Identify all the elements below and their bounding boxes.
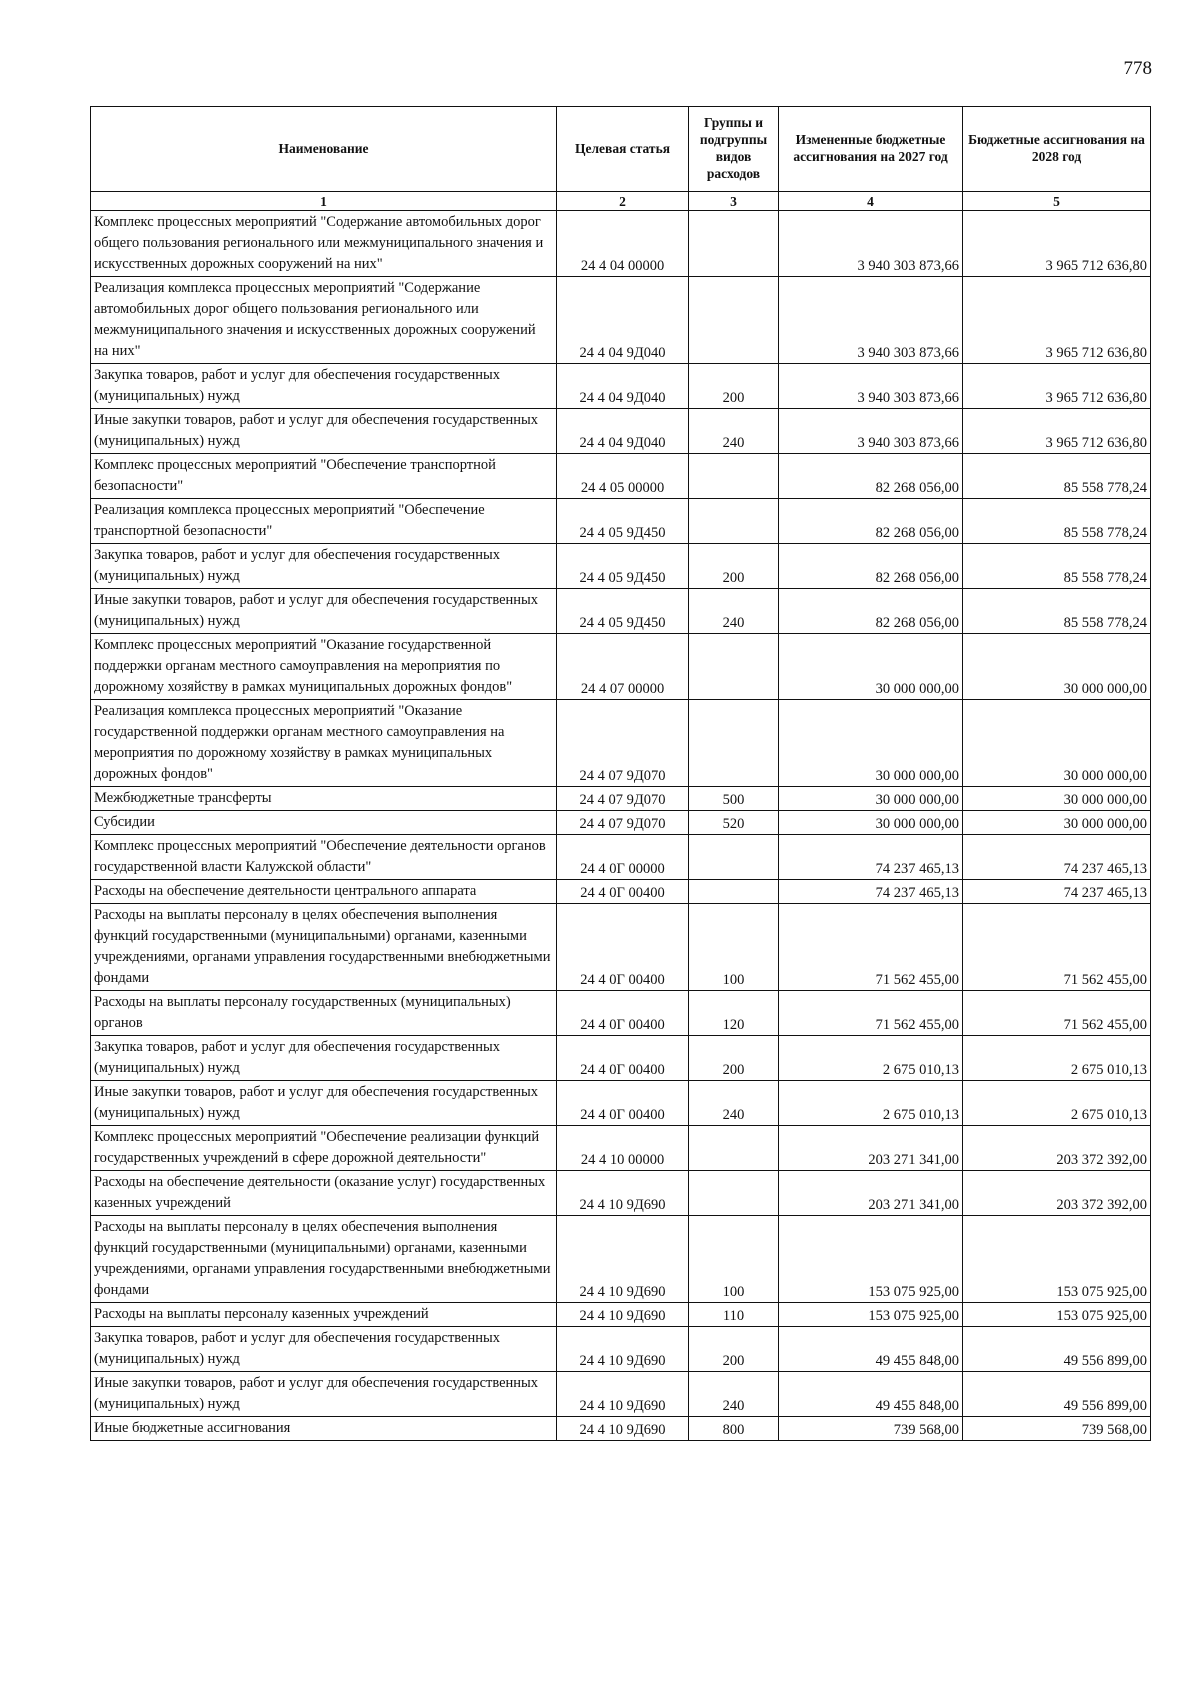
row-expense-group-cell: 500 bbox=[689, 787, 779, 811]
row-target-article-cell: 24 4 04 9Д040 bbox=[557, 277, 689, 364]
row-amount-2028-cell: 30 000 000,00 bbox=[963, 700, 1151, 787]
row-amount-2027-cell: 74 237 465,13 bbox=[779, 835, 963, 880]
row-expense-group-cell: 100 bbox=[689, 904, 779, 991]
table-row bbox=[91, 1303, 1151, 1327]
column-number: 4 bbox=[779, 192, 963, 211]
row-expense-group-cell: 200 bbox=[689, 544, 779, 589]
table-row bbox=[91, 904, 1151, 991]
row-amount-2027-cell: 203 271 341,00 bbox=[779, 1126, 963, 1171]
row-expense-group-cell: 100 bbox=[689, 1216, 779, 1303]
header-amount-2027: Измененные бюджетные ассигнования на 2027 год bbox=[779, 107, 963, 192]
row-expense-group-cell bbox=[689, 700, 779, 787]
table-body bbox=[91, 211, 1151, 1441]
row-expense-group-cell: 200 bbox=[689, 1327, 779, 1372]
row-amount-2028-cell: 85 558 778,24 bbox=[963, 499, 1151, 544]
header-row bbox=[91, 107, 1151, 192]
table-row bbox=[91, 589, 1151, 634]
column-number: 2 bbox=[557, 192, 689, 211]
row-expense-group-cell: 240 bbox=[689, 409, 779, 454]
row-target-article-cell: 24 4 10 9Д690 bbox=[557, 1303, 689, 1327]
row-amount-2028-cell: 3 965 712 636,80 bbox=[963, 277, 1151, 364]
row-amount-2028-cell: 85 558 778,24 bbox=[963, 454, 1151, 499]
row-target-article-cell: 24 4 10 00000 bbox=[557, 1126, 689, 1171]
table-row bbox=[91, 544, 1151, 589]
row-name-cell: Закупка товаров, работ и услуг для обеспечения государственных (муниципальных) нужд bbox=[91, 1327, 557, 1372]
row-target-article-cell: 24 4 0Г 00400 bbox=[557, 904, 689, 991]
table-row bbox=[91, 1171, 1151, 1216]
table-row bbox=[91, 700, 1151, 787]
row-expense-group-cell bbox=[689, 1126, 779, 1171]
row-target-article-cell: 24 4 10 9Д690 bbox=[557, 1216, 689, 1303]
row-target-article-cell: 24 4 0Г 00400 bbox=[557, 1036, 689, 1081]
row-amount-2027-cell: 153 075 925,00 bbox=[779, 1303, 963, 1327]
row-amount-2027-cell: 3 940 303 873,66 bbox=[779, 211, 963, 277]
table-row bbox=[91, 1126, 1151, 1171]
row-target-article-cell: 24 4 04 9Д040 bbox=[557, 409, 689, 454]
row-expense-group-cell bbox=[689, 277, 779, 364]
row-amount-2028-cell: 85 558 778,24 bbox=[963, 589, 1151, 634]
table-row bbox=[91, 211, 1151, 277]
row-target-article-cell: 24 4 04 00000 bbox=[557, 211, 689, 277]
row-amount-2028-cell: 153 075 925,00 bbox=[963, 1216, 1151, 1303]
row-name-cell: Расходы на обеспечение деятельности центрального аппарата bbox=[91, 880, 557, 904]
row-target-article-cell: 24 4 04 9Д040 bbox=[557, 364, 689, 409]
row-target-article-cell: 24 4 05 9Д450 bbox=[557, 589, 689, 634]
row-amount-2027-cell: 3 940 303 873,66 bbox=[779, 277, 963, 364]
row-amount-2027-cell: 49 455 848,00 bbox=[779, 1372, 963, 1417]
row-amount-2028-cell: 85 558 778,24 bbox=[963, 544, 1151, 589]
row-amount-2028-cell: 71 562 455,00 bbox=[963, 904, 1151, 991]
table-row bbox=[91, 1081, 1151, 1126]
row-target-article-cell: 24 4 10 9Д690 bbox=[557, 1417, 689, 1441]
row-target-article-cell: 24 4 07 9Д070 bbox=[557, 811, 689, 835]
row-amount-2028-cell: 30 000 000,00 bbox=[963, 787, 1151, 811]
row-name-cell: Закупка товаров, работ и услуг для обеспечения государственных (муниципальных) нужд bbox=[91, 364, 557, 409]
row-amount-2028-cell: 3 965 712 636,80 bbox=[963, 409, 1151, 454]
row-amount-2027-cell: 82 268 056,00 bbox=[779, 454, 963, 499]
row-target-article-cell: 24 4 07 9Д070 bbox=[557, 787, 689, 811]
row-name-cell: Реализация комплекса процессных мероприятий "Содержание автомобильных дорог общего пользования регионального или межмуниципального значения и искусственных дорожных сооружений на них" bbox=[91, 277, 557, 364]
row-name-cell: Иные бюджетные ассигнования bbox=[91, 1417, 557, 1441]
table-row bbox=[91, 1372, 1151, 1417]
table-row bbox=[91, 364, 1151, 409]
table-row bbox=[91, 277, 1151, 364]
row-name-cell: Закупка товаров, работ и услуг для обеспечения государственных (муниципальных) нужд bbox=[91, 544, 557, 589]
row-name-cell: Комплекс процессных мероприятий "Содержание автомобильных дорог общего пользования регионального или межмуниципального значения и искусственных дорожных сооружений на них" bbox=[91, 211, 557, 277]
row-amount-2028-cell: 49 556 899,00 bbox=[963, 1372, 1151, 1417]
table-row bbox=[91, 1417, 1151, 1441]
table-row bbox=[91, 454, 1151, 499]
row-target-article-cell: 24 4 10 9Д690 bbox=[557, 1372, 689, 1417]
row-target-article-cell: 24 4 0Г 00400 bbox=[557, 991, 689, 1036]
column-number: 1 bbox=[91, 192, 557, 211]
row-name-cell: Расходы на выплаты персоналу казенных учреждений bbox=[91, 1303, 557, 1327]
row-amount-2028-cell: 153 075 925,00 bbox=[963, 1303, 1151, 1327]
table-row bbox=[91, 409, 1151, 454]
row-target-article-cell: 24 4 0Г 00400 bbox=[557, 1081, 689, 1126]
row-amount-2028-cell: 2 675 010,13 bbox=[963, 1036, 1151, 1081]
row-amount-2028-cell: 203 372 392,00 bbox=[963, 1126, 1151, 1171]
row-name-cell: Расходы на выплаты персоналу в целях обеспечения выполнения функций государственными (муниципальными) органами, казенными учреждениями, органами управления государственными внебюджетными фондами bbox=[91, 904, 557, 991]
row-expense-group-cell: 240 bbox=[689, 1081, 779, 1126]
table-row bbox=[91, 499, 1151, 544]
row-name-cell: Расходы на обеспечение деятельности (оказание услуг) государственных казенных учреждений bbox=[91, 1171, 557, 1216]
row-name-cell: Комплекс процессных мероприятий "Оказание государственной поддержки органам местного самоуправления на мероприятия по дорожному хозяйству в рамках муниципальных дорожных фондов" bbox=[91, 634, 557, 700]
row-expense-group-cell bbox=[689, 835, 779, 880]
row-amount-2028-cell: 3 965 712 636,80 bbox=[963, 364, 1151, 409]
row-amount-2027-cell: 71 562 455,00 bbox=[779, 991, 963, 1036]
row-amount-2027-cell: 30 000 000,00 bbox=[779, 700, 963, 787]
row-name-cell: Расходы на выплаты персоналу в целях обеспечения выполнения функций государственными (муниципальными) органами, казенными учреждениями, органами управления государственными внебюджетными фондами bbox=[91, 1216, 557, 1303]
row-amount-2028-cell: 71 562 455,00 bbox=[963, 991, 1151, 1036]
row-name-cell: Комплекс процессных мероприятий "Обеспечение деятельности органов государственной власти Калужской области" bbox=[91, 835, 557, 880]
table-row bbox=[91, 634, 1151, 700]
row-amount-2028-cell: 739 568,00 bbox=[963, 1417, 1151, 1441]
row-amount-2027-cell: 2 675 010,13 bbox=[779, 1081, 963, 1126]
row-name-cell: Субсидии bbox=[91, 811, 557, 835]
row-amount-2027-cell: 82 268 056,00 bbox=[779, 544, 963, 589]
row-amount-2027-cell: 74 237 465,13 bbox=[779, 880, 963, 904]
row-amount-2028-cell: 2 675 010,13 bbox=[963, 1081, 1151, 1126]
row-expense-group-cell: 520 bbox=[689, 811, 779, 835]
row-amount-2027-cell: 30 000 000,00 bbox=[779, 787, 963, 811]
row-expense-group-cell: 800 bbox=[689, 1417, 779, 1441]
table-row bbox=[91, 1216, 1151, 1303]
row-expense-group-cell bbox=[689, 454, 779, 499]
row-expense-group-cell: 200 bbox=[689, 1036, 779, 1081]
row-name-cell: Иные закупки товаров, работ и услуг для обеспечения государственных (муниципальных) нужд bbox=[91, 1372, 557, 1417]
header-expense-groups: Группы и подгруппы видов расходов bbox=[689, 107, 779, 192]
column-number: 5 bbox=[963, 192, 1151, 211]
page-number: 778 bbox=[1123, 58, 1152, 79]
row-target-article-cell: 24 4 05 9Д450 bbox=[557, 544, 689, 589]
row-amount-2028-cell: 3 965 712 636,80 bbox=[963, 211, 1151, 277]
row-expense-group-cell bbox=[689, 880, 779, 904]
row-target-article-cell: 24 4 0Г 00000 bbox=[557, 835, 689, 880]
table-row bbox=[91, 811, 1151, 835]
row-expense-group-cell: 240 bbox=[689, 1372, 779, 1417]
row-amount-2027-cell: 82 268 056,00 bbox=[779, 589, 963, 634]
row-amount-2027-cell: 71 562 455,00 bbox=[779, 904, 963, 991]
row-amount-2027-cell: 739 568,00 bbox=[779, 1417, 963, 1441]
row-name-cell: Комплекс процессных мероприятий "Обеспечение транспортной безопасности" bbox=[91, 454, 557, 499]
row-amount-2027-cell: 3 940 303 873,66 bbox=[779, 409, 963, 454]
row-expense-group-cell: 240 bbox=[689, 589, 779, 634]
row-name-cell: Иные закупки товаров, работ и услуг для обеспечения государственных (муниципальных) нужд bbox=[91, 589, 557, 634]
row-expense-group-cell bbox=[689, 634, 779, 700]
row-amount-2028-cell: 49 556 899,00 bbox=[963, 1327, 1151, 1372]
table-row bbox=[91, 1036, 1151, 1081]
row-name-cell: Реализация комплекса процессных мероприятий "Обеспечение транспортной безопасности" bbox=[91, 499, 557, 544]
header-target-article: Целевая статья bbox=[557, 107, 689, 192]
budget-table bbox=[90, 106, 1151, 1441]
row-name-cell: Комплекс процессных мероприятий "Обеспечение реализации функций государственных учреждений в сфере дорожной деятельности" bbox=[91, 1126, 557, 1171]
table-row bbox=[91, 787, 1151, 811]
row-target-article-cell: 24 4 05 9Д450 bbox=[557, 499, 689, 544]
row-name-cell: Закупка товаров, работ и услуг для обеспечения государственных (муниципальных) нужд bbox=[91, 1036, 557, 1081]
row-target-article-cell: 24 4 05 00000 bbox=[557, 454, 689, 499]
row-amount-2027-cell: 2 675 010,13 bbox=[779, 1036, 963, 1081]
row-target-article-cell: 24 4 10 9Д690 bbox=[557, 1327, 689, 1372]
row-name-cell: Расходы на выплаты персоналу государственных (муниципальных) органов bbox=[91, 991, 557, 1036]
row-amount-2027-cell: 3 940 303 873,66 bbox=[779, 364, 963, 409]
row-expense-group-cell bbox=[689, 499, 779, 544]
row-amount-2028-cell: 203 372 392,00 bbox=[963, 1171, 1151, 1216]
row-name-cell: Реализация комплекса процессных мероприятий "Оказание государственной поддержки органам местного самоуправления на мероприятия по дорожному хозяйству в рамках муниципальных дорожных фондов" bbox=[91, 700, 557, 787]
table-row bbox=[91, 880, 1151, 904]
column-number: 3 bbox=[689, 192, 779, 211]
header-amount-2028: Бюджетные ассигнования на 2028 год bbox=[963, 107, 1151, 192]
row-name-cell: Иные закупки товаров, работ и услуг для обеспечения государственных (муниципальных) нужд bbox=[91, 1081, 557, 1126]
row-amount-2027-cell: 153 075 925,00 bbox=[779, 1216, 963, 1303]
row-amount-2027-cell: 203 271 341,00 bbox=[779, 1171, 963, 1216]
row-name-cell: Межбюджетные трансферты bbox=[91, 787, 557, 811]
row-amount-2028-cell: 30 000 000,00 bbox=[963, 634, 1151, 700]
row-expense-group-cell bbox=[689, 211, 779, 277]
table-row bbox=[91, 835, 1151, 880]
row-amount-2028-cell: 30 000 000,00 bbox=[963, 811, 1151, 835]
row-name-cell: Иные закупки товаров, работ и услуг для обеспечения государственных (муниципальных) нужд bbox=[91, 409, 557, 454]
row-target-article-cell: 24 4 07 00000 bbox=[557, 634, 689, 700]
row-amount-2028-cell: 74 237 465,13 bbox=[963, 880, 1151, 904]
row-target-article-cell: 24 4 07 9Д070 bbox=[557, 700, 689, 787]
table-row bbox=[91, 991, 1151, 1036]
row-amount-2027-cell: 30 000 000,00 bbox=[779, 811, 963, 835]
table-row bbox=[91, 1327, 1151, 1372]
row-expense-group-cell: 110 bbox=[689, 1303, 779, 1327]
row-target-article-cell: 24 4 10 9Д690 bbox=[557, 1171, 689, 1216]
row-amount-2027-cell: 30 000 000,00 bbox=[779, 634, 963, 700]
row-expense-group-cell: 200 bbox=[689, 364, 779, 409]
row-amount-2027-cell: 49 455 848,00 bbox=[779, 1327, 963, 1372]
row-target-article-cell: 24 4 0Г 00400 bbox=[557, 880, 689, 904]
row-expense-group-cell: 120 bbox=[689, 991, 779, 1036]
column-number-row bbox=[91, 192, 1151, 211]
row-amount-2028-cell: 74 237 465,13 bbox=[963, 835, 1151, 880]
row-amount-2027-cell: 82 268 056,00 bbox=[779, 499, 963, 544]
row-expense-group-cell bbox=[689, 1171, 779, 1216]
header-name: Наименование bbox=[91, 107, 557, 192]
